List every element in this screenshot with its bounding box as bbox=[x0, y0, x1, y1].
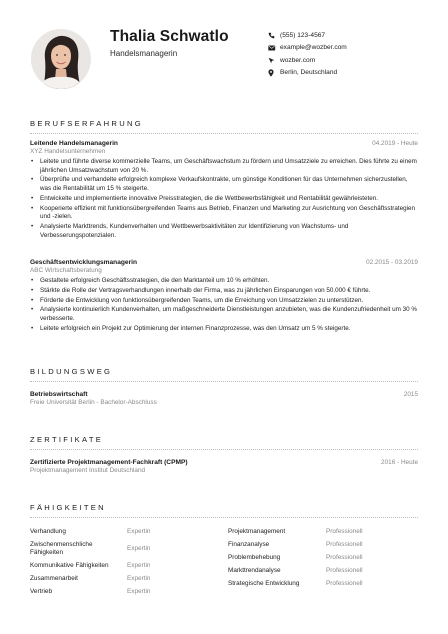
skill-level: Expertin bbox=[127, 545, 151, 552]
candidate-title: Handelsmanagerin bbox=[110, 49, 178, 58]
skill-name: Problembehebung bbox=[228, 554, 281, 561]
contact-location bbox=[268, 67, 347, 80]
skill-name: Verhandlung bbox=[30, 528, 66, 535]
certificate-entry bbox=[30, 459, 418, 474]
bullet-item: • Stärkte die Rolle der Vertragsverhandlungen innerhalb der Firma, was zu jährlichen Einsparungen von 50.000 € führte. bbox=[30, 287, 418, 296]
phone-icon bbox=[268, 32, 280, 39]
certificate-title: Zertifizierte Projektmanagement-Fachkraft (CPMP) bbox=[30, 459, 188, 466]
education-institution: Freie Universität Berlin - Bachelor-Abschluss bbox=[30, 399, 157, 406]
mail-icon bbox=[268, 45, 280, 51]
website-text[interactable]: wozber.com bbox=[280, 56, 316, 64]
skill-level: Professionell bbox=[326, 567, 363, 574]
link-cursor-icon bbox=[268, 57, 280, 64]
job-bullets bbox=[30, 277, 418, 333]
location-pin-icon bbox=[268, 69, 280, 77]
section-divider bbox=[30, 133, 418, 134]
bullet-item: • Leitete und führte diverse kommerzielle Teams, um Geschäftswachstum zu fördern und Umsatzziele zu erreichen. Dies führte zu einem jährlichen Umsatzwachstum von 20 %. bbox=[30, 158, 418, 175]
phone-text: (555) 123-4567 bbox=[280, 31, 326, 39]
certificates-section-header bbox=[30, 435, 418, 450]
section-divider bbox=[30, 449, 418, 450]
candidate-name: Thalia Schwatlo bbox=[110, 28, 229, 45]
job-company: ABC Wirtschaftsberatung bbox=[30, 267, 102, 274]
skill-level: Professionell bbox=[326, 528, 363, 535]
experience-section-header bbox=[30, 119, 418, 134]
profile-photo bbox=[31, 29, 91, 89]
section-divider bbox=[30, 381, 418, 382]
skill-level: Expertin bbox=[127, 562, 151, 569]
skill-name: Vertrieb bbox=[30, 588, 53, 595]
bullet-item: • Analysierte Markttrends, Kundenverhalten und Wettbewerbsaktivitäten zur Identifizierung von Wachstums- und Verbesserungspotenzialen. bbox=[30, 223, 418, 240]
skill-name: Zwischenmenschliche Fähigkeiten bbox=[30, 541, 93, 557]
job-title: Leitende Handelsmanagerin bbox=[30, 140, 118, 147]
location-text: Berlin, Deutschland bbox=[280, 69, 338, 77]
avatar bbox=[31, 29, 91, 89]
bullet-item: • Überprüfte und verhandelte erfolgreich komplexe Verkaufskontrakte, um günstige Konditionen für das Unternehmen sicherzustellen, was die Rentabilität um 15 % steigerte. bbox=[30, 176, 418, 193]
bullet-item: • Gestaltete erfolgreich Geschäftsstrategien, die den Marktanteil um 10 % erhöhten. bbox=[30, 277, 418, 286]
skill-level: Expertin bbox=[127, 588, 151, 595]
job-entry-1 bbox=[30, 140, 418, 241]
skill-name: Strategische Entwicklung bbox=[228, 580, 300, 587]
skill-level: Professionell bbox=[326, 580, 363, 587]
bullet-item: • Analysierte kontinuierlich Kundenverhalten, um maßgeschneiderte Dienstleistungen anzubieten, was die Kundenzufriedenheit um 30 % verbesserte. bbox=[30, 306, 418, 323]
job-date: 02.2015 - 03.2019 bbox=[366, 259, 418, 266]
bullet-item: • Kooperierte effizient mit funktionsübergreifenden Teams aus Betrieb, Finanzen und Marketing zur Ausrichtung von Geschäftsstrategien und -zielen. bbox=[30, 205, 418, 222]
contact-info bbox=[268, 29, 347, 79]
skill-level: Expertin bbox=[127, 528, 151, 535]
contact-website bbox=[268, 54, 347, 67]
contact-phone bbox=[268, 29, 347, 42]
skills-section-header bbox=[30, 503, 418, 518]
skill-level: Professionell bbox=[326, 541, 363, 548]
skill-name: Projektmanagement bbox=[228, 528, 286, 535]
skill-name: Markttrendanalyse bbox=[228, 567, 281, 574]
job-bullets bbox=[30, 158, 418, 240]
section-title: BILDUNGSWEG bbox=[30, 367, 113, 376]
certificate-issuer: Projektmanagement Institut Deutschland bbox=[30, 467, 146, 474]
contact-email bbox=[268, 42, 347, 55]
skill-name: Kommunikative Fähigkeiten bbox=[30, 562, 109, 569]
job-date: 04.2019 - Heute bbox=[372, 140, 418, 147]
job-entry-2 bbox=[30, 259, 418, 335]
education-entry bbox=[30, 391, 418, 406]
section-title: ZERTIFIKATE bbox=[30, 435, 104, 444]
email-text[interactable]: example@wozber.com bbox=[280, 44, 347, 52]
bullet-item: • Entwickelte und implementierte innovative Preisstrategien, die die Wettbewerbsfähigkeit und Rentabilität gewährleisteten. bbox=[30, 195, 418, 204]
bullet-item: • Leitete erfolgreich ein Projekt zur Optimierung der internen Finanzprozesse, was den Umsatz um 5 % steigerte. bbox=[30, 325, 418, 334]
skill-name: Finanzanalyse bbox=[228, 541, 270, 548]
bullet-item: • Förderte die Entwicklung von funktionsübergreifenden Teams, um die Erreichung von Umsatzzielen zu unterstützen. bbox=[30, 297, 418, 306]
skill-name: Zusammenarbeit bbox=[30, 575, 78, 582]
skill-level: Professionell bbox=[326, 554, 363, 561]
education-section-header bbox=[30, 367, 418, 382]
degree-title: Betriebswirtschaft bbox=[30, 391, 88, 398]
education-date: 2015 bbox=[403, 391, 418, 398]
certificate-date: 2016 - Heute bbox=[381, 459, 418, 466]
skill-level: Expertin bbox=[127, 575, 151, 582]
job-title: Geschäftsentwicklungsmanagerin bbox=[30, 259, 137, 266]
section-divider bbox=[30, 517, 418, 518]
job-company: XYZ Handelsunternehmen bbox=[30, 148, 106, 155]
section-title: FÄHIGKEITEN bbox=[30, 503, 106, 512]
section-title: BERUFSERFAHRUNG bbox=[30, 119, 143, 128]
